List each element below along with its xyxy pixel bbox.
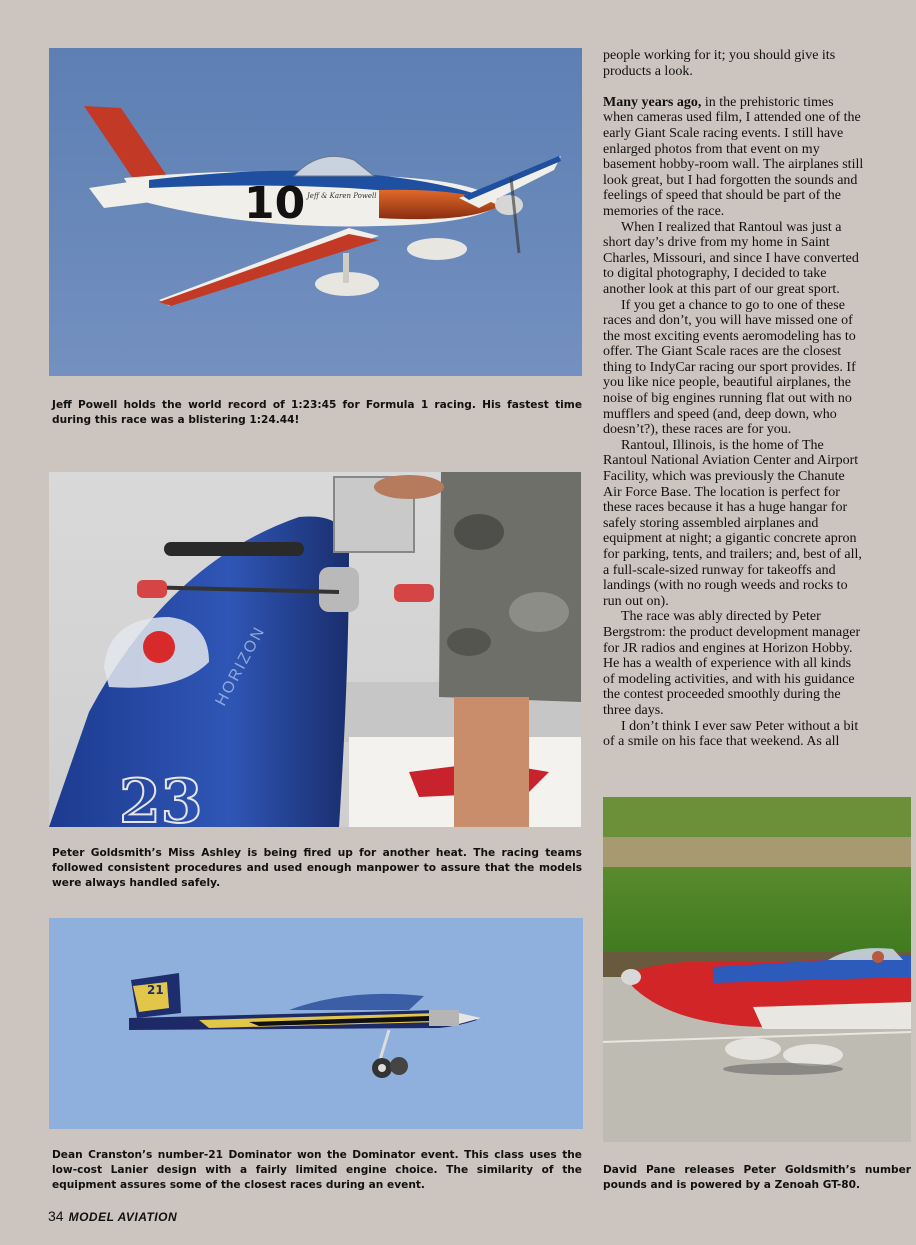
article-paragraph-text: in the prehistoric times when cameras used film, I attended one of the early Giant Scale racing events. I still have enlarged photos from that event on my basement hobby-room wall. The airplanes still look great, but I had forgotten the sounds and feelings of speed that should be part of the memories of the race. bbox=[603, 94, 864, 219]
plane-signature: Jeff & Karen Powell bbox=[307, 192, 377, 200]
plane-number-10: 10 bbox=[244, 178, 306, 229]
article-paragraph: When I realized that Rantoul was just a short day’s drive from my home in Saint Charles, Missouri, and since I have converted to digital photography, I decided to take another look at this part of our great sport. bbox=[603, 219, 859, 297]
article-paragraph bbox=[603, 95, 865, 220]
photo-formula1-plane bbox=[49, 48, 582, 376]
caption-jeff-powell: Jeff Powell holds the world record of 1:23:45 for Formula 1 racing. His fastest time during this race was a blistering 1:24.44! bbox=[52, 399, 582, 426]
photo-dominator bbox=[49, 918, 583, 1129]
dominator-number: 21 bbox=[147, 983, 164, 997]
article-body bbox=[603, 48, 865, 750]
article-lead-in: Many years ago, bbox=[603, 94, 702, 110]
page-footer bbox=[48, 1208, 177, 1226]
article-paragraph: The race was ably directed by Peter Bergstrom: the product development manager for JR radios and engines at Horizon Hobby. He has a wealth of experience with all kinds of modeling activities, and with his guidance the contest proceeded smoothly during the three days. bbox=[603, 609, 861, 718]
article-paragraph: If you get a chance to go to one of these races and don’t, you will have missed one of the most exciting events aeromodeling has to offer. The Giant Scale races are the closest thing to IndyCar racing our sport provides. If you like nice people, beautiful airplanes, the noise of big engines running flat out with no mufflers and speed (and, deep down, who doesn’t?), these races are for you. bbox=[603, 297, 856, 438]
caption-peter-goldsmith: Peter Goldsmith’s Miss Ashley is being fired up for another heat. The racing teams followed consistent procedures and used enough manpower to assure that the models were always handled safely. bbox=[52, 847, 582, 889]
photo-runway-release bbox=[603, 797, 911, 1142]
photo-miss-ashley bbox=[49, 472, 581, 827]
horizon-logo: HORIZON bbox=[212, 623, 269, 709]
page-number: 34 bbox=[48, 1208, 64, 1224]
article-paragraph: I don’t think I ever saw Peter without a bit of a smile on his face that weekend. As all bbox=[603, 718, 859, 750]
svg-text:23: 23 bbox=[119, 767, 203, 827]
caption-david-pane: David Pane releases Peter Goldsmith’s number pounds and is powered by a Zenoah GT-80. bbox=[603, 1164, 911, 1191]
article-paragraph: people working for it; you should give its products a look. bbox=[603, 48, 836, 79]
article-paragraph: Rantoul, Illinois, is the home of The Rantoul National Aviation Center and Airport Facility, which was previously the Chanute Air Force Base. The location is perfect for these races because it has a huge hangar for safely storing assembled airplanes and equipment at night; a gigantic concrete apron for parking, tents, and trailers; and, best of all, a full-scale-sized runway for takeoffs and landings (with no rough weeds and rocks to run out on). bbox=[603, 437, 862, 609]
magazine-name: MODEL AVIATION bbox=[68, 1210, 178, 1224]
caption-dean-cranston: Dean Cranston’s number-21 Dominator won the Dominator event. This class uses the low-cost Lanier design with a fairly limited engine choice. The similarity of the equipment assures some of the closest races during an event. bbox=[52, 1149, 582, 1191]
